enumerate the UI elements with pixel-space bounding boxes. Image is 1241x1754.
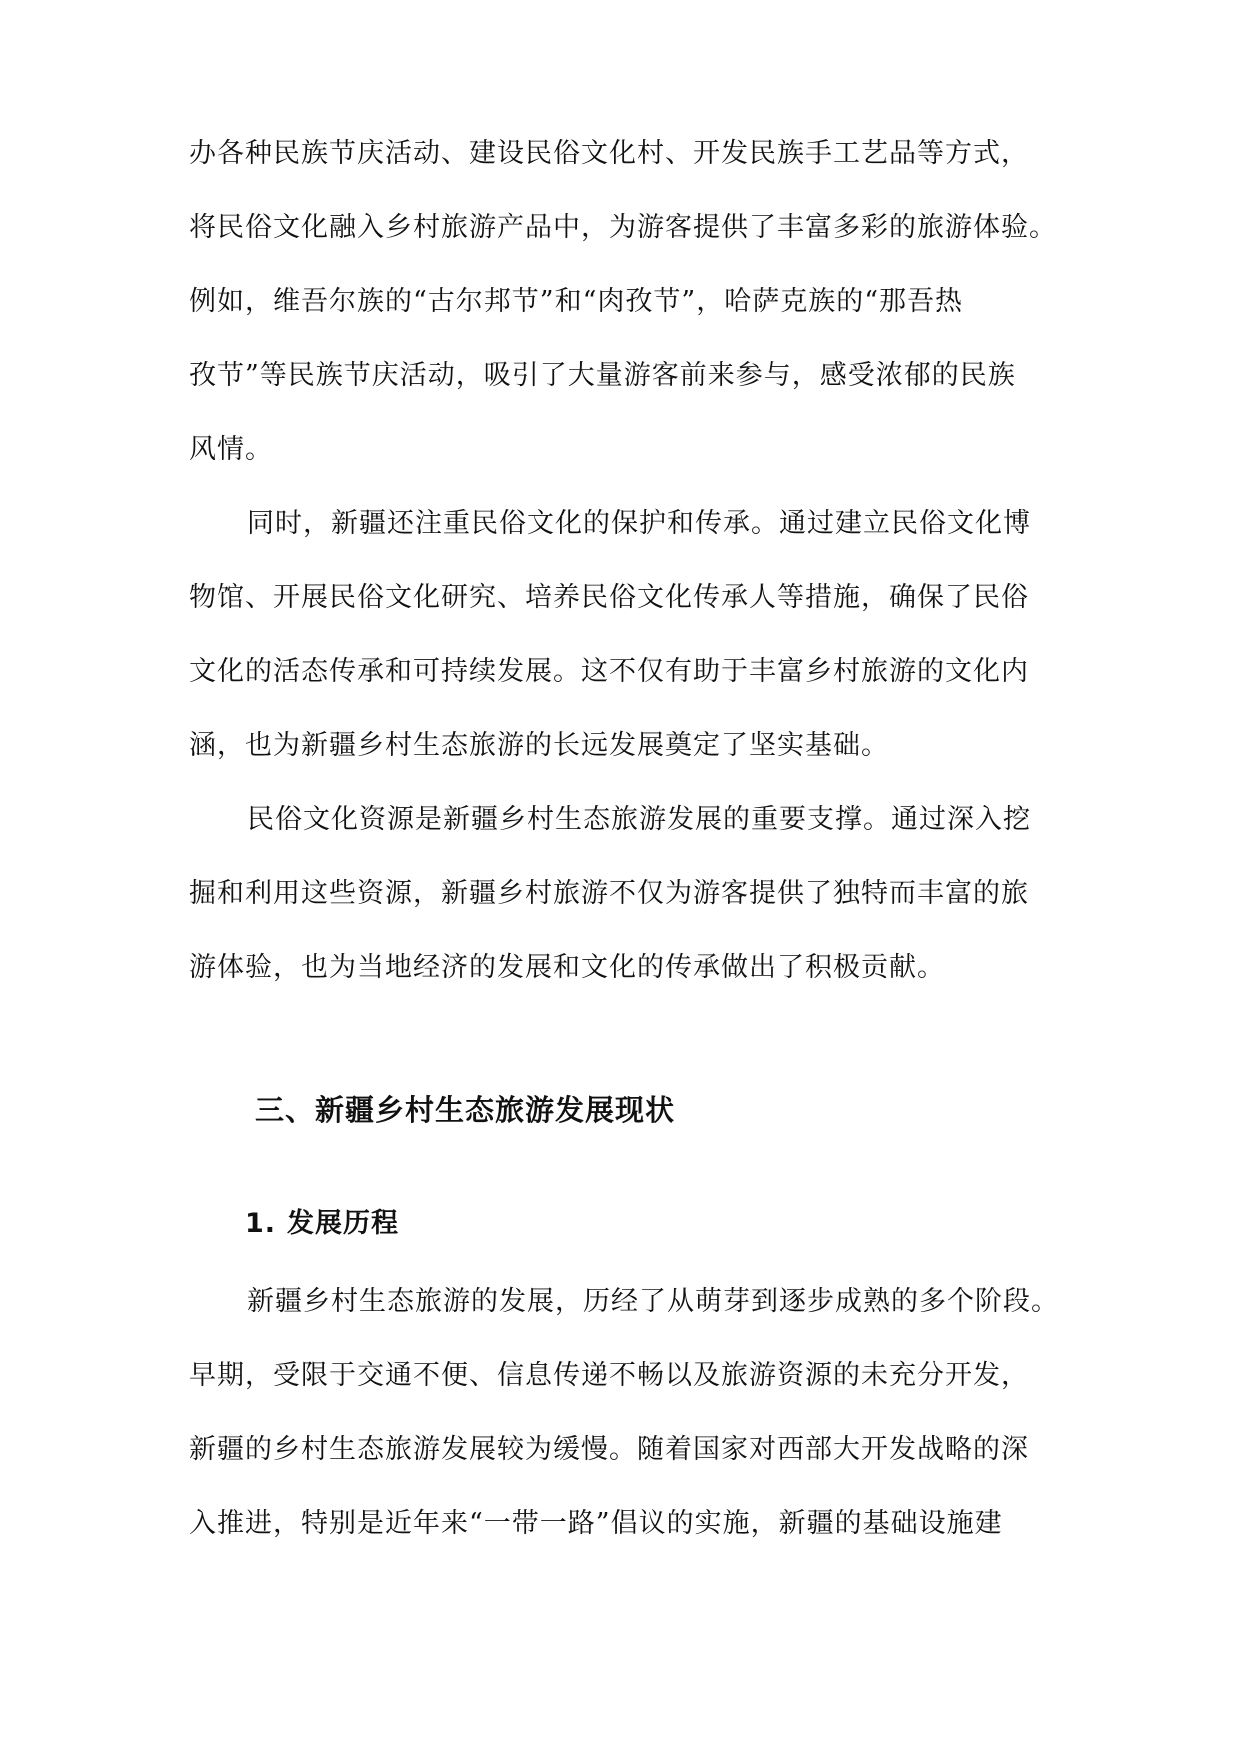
paragraph-line: 入推进，特别是近年来“一带一路”倡议的实施，新疆的基础设施建 — [189, 1508, 1003, 1539]
subsection-title: 发展历程 — [287, 1208, 399, 1239]
subsection-number: 1. — [245, 1208, 277, 1239]
paragraph-line: 民俗文化资源是新疆乡村生态旅游发展的重要支撑。通过深入挖 — [247, 804, 1031, 835]
paragraph-line: 早期，受限于交通不便、信息传递不畅以及旅游资源的未充分开发， — [189, 1360, 1029, 1391]
paragraph-line: 新疆的乡村生态旅游发展较为缓慢。随着国家对西部大开发战略的深 — [189, 1434, 1029, 1465]
paragraph-line: 文化的活态传承和可持续发展。这不仅有助于丰富乡村旅游的文化内 — [189, 656, 1029, 687]
paragraph-line: 游体验，也为当地经济的发展和文化的传承做出了积极贡献。 — [189, 952, 945, 983]
subsection-heading — [245, 1206, 399, 1242]
paragraph-line: 孜节”等民族节庆活动，吸引了大量游客前来参与，感受浓郁的民族 — [189, 360, 1016, 391]
paragraph-line: 同时，新疆还注重民俗文化的保护和传承。通过建立民俗文化博 — [247, 508, 1031, 539]
paragraph-line: 风情。 — [189, 434, 273, 465]
paragraph-line: 掘和利用这些资源，新疆乡村旅游不仅为游客提供了独特而丰富的旅 — [189, 878, 1029, 909]
paragraph-line: 例如，维吾尔族的“古尔邦节”和“肉孜节”，哈萨克族的“那吾热 — [189, 286, 964, 317]
paragraph-line: 涵，也为新疆乡村生态旅游的长远发展奠定了坚实基础。 — [189, 730, 889, 761]
paragraph-line: 新疆乡村生态旅游的发展，历经了从萌芽到逐步成熟的多个阶段。 — [247, 1286, 1059, 1317]
section-heading: 三、新疆乡村生态旅游发展现状 — [255, 1093, 676, 1127]
paragraph-line: 办各种民族节庆活动、建设民俗文化村、开发民族手工艺品等方式， — [189, 138, 1029, 169]
paragraph-line: 物馆、开展民俗文化研究、培养民俗文化传承人等措施，确保了民俗 — [189, 582, 1029, 613]
paragraph-line: 将民俗文化融入乡村旅游产品中，为游客提供了丰富多彩的旅游体验。 — [189, 212, 1057, 243]
